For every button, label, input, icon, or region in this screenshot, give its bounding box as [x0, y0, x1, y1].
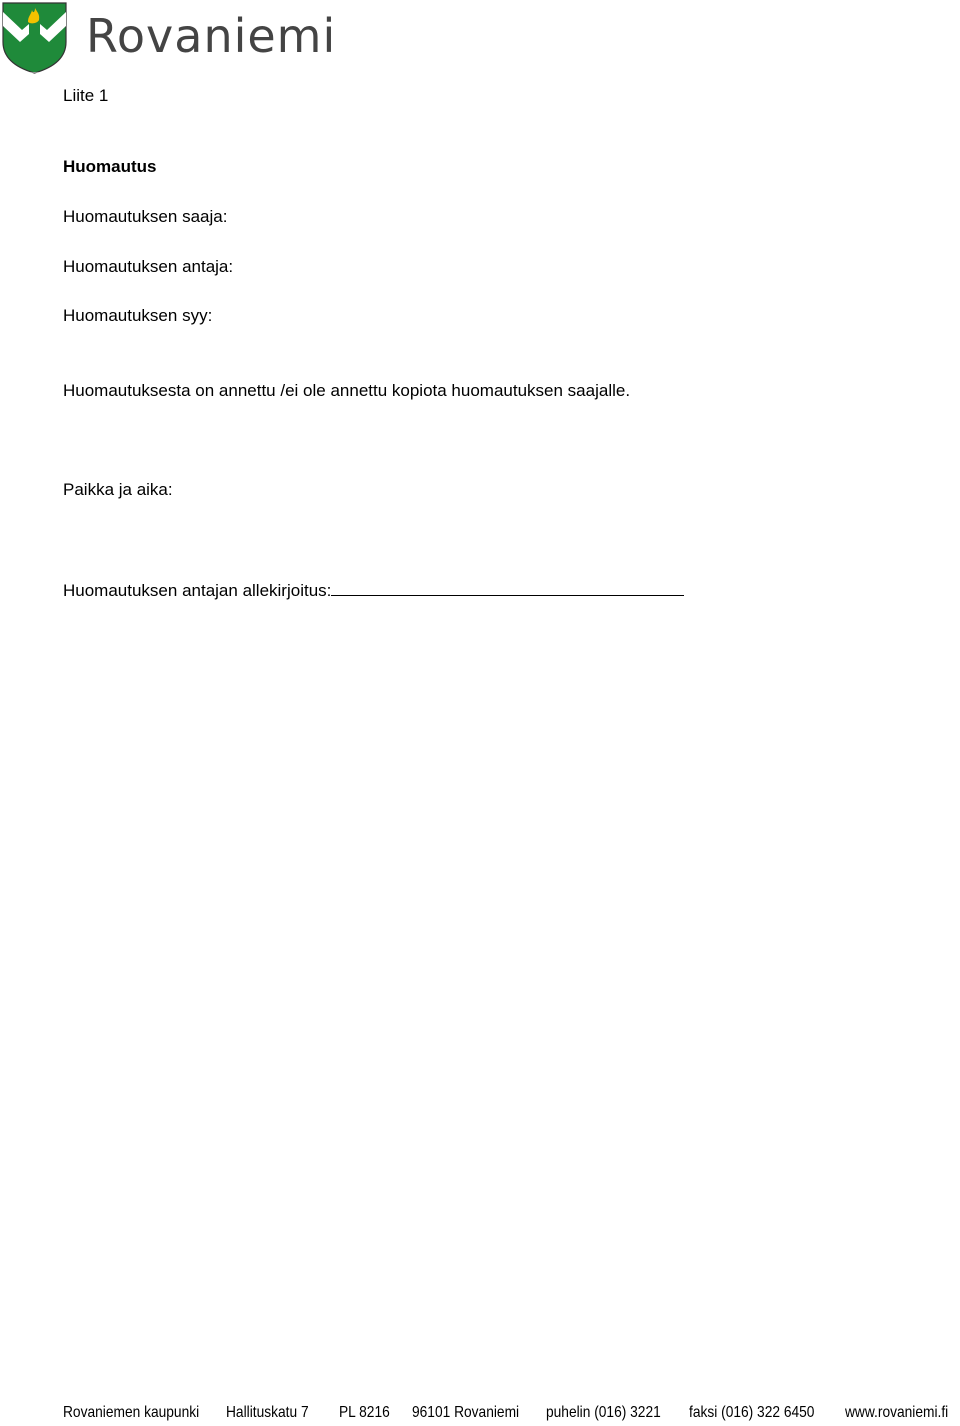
footer-phone: puhelin (016) 3221: [546, 1404, 661, 1421]
document-title: Huomautus: [63, 157, 157, 176]
signature-row: [63, 579, 684, 601]
recipient-label: Huomautuksen saaja:: [63, 207, 228, 226]
giver-label: Huomautuksen antaja:: [63, 257, 234, 276]
footer-organization: Rovaniemen kaupunki: [63, 1404, 200, 1421]
footer-street: Hallituskatu 7: [226, 1404, 309, 1421]
footer-fax: faksi (016) 322 6450: [689, 1404, 815, 1421]
copy-statement: Huomautuksesta on annettu /ei ole annettu kopiota huomautuksen saajalle.: [63, 381, 631, 400]
signature-line: [331, 579, 684, 596]
reason-label: Huomautuksen syy:: [63, 306, 213, 325]
rovaniemi-logo: [2, 2, 372, 74]
footer-postal: 96101 Rovaniemi: [412, 1404, 520, 1421]
footer-website[interactable]: www.rovaniemi.fi: [845, 1404, 949, 1421]
footer: [63, 1404, 960, 1426]
rovaniemi-crest-icon: [2, 2, 68, 74]
signature-label: Huomautuksen antajan allekirjoitus:: [63, 581, 332, 600]
attachment-label: Liite 1: [63, 86, 109, 105]
place-time-label: Paikka ja aika:: [63, 480, 173, 499]
footer-po-box: PL 8216: [339, 1404, 390, 1421]
logo-wordmark: Rovaniemi: [86, 9, 337, 63]
